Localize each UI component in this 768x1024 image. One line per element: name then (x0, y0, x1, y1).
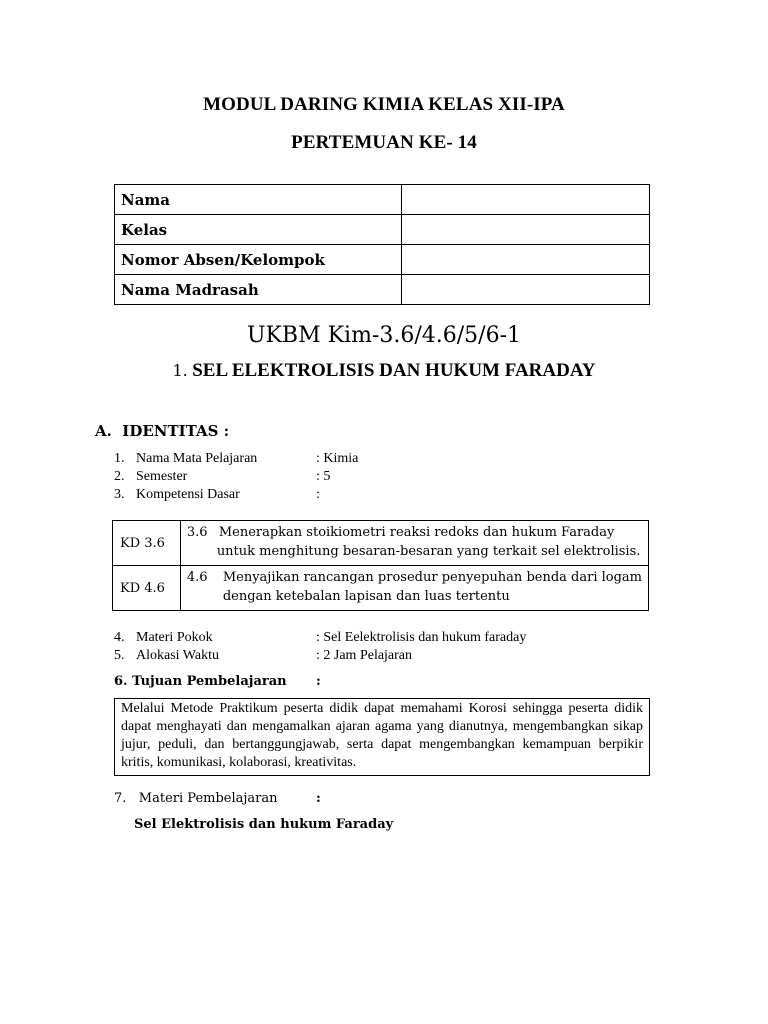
item-value: : Sel Eelektrolisis dan hukum faraday (316, 630, 527, 645)
materi-pembelajaran-label: 7. Materi Pembelajaran (114, 791, 278, 806)
table-row (115, 275, 650, 305)
item-number: 3. (114, 487, 125, 502)
tujuan-text-box: Melalui Metode Praktikum peserta didik dapat memahami Korosi sehingga peserta didik dapat menghayati dan mengamalkan ajaran agama yang dianutnya, mengembangkan sikap jujur, peduli, dan bertanggungjawab, serta dapat mengembangkan kemampuan berpikir kritis, komunikasi, kolaborasi, kreativitas. (114, 698, 650, 776)
item-value: : 5 (316, 469, 331, 484)
kd-number: 3.6 (186, 525, 208, 540)
identity-list (114, 450, 654, 506)
tujuan-colon: : (316, 674, 321, 689)
tujuan-label: 6. Tujuan Pembelajaran (114, 674, 287, 689)
materi-alokasi-list (114, 629, 654, 667)
materi-pembelajaran-colon: : (316, 791, 321, 806)
kd-code: KD 4.6 (113, 566, 181, 611)
kd-line: dengan ketebalan lapisan dan luas tertentu (222, 589, 510, 604)
item-value: : 2 Jam Pelajaran (316, 648, 413, 663)
item-label: Alokasi Waktu (136, 648, 219, 663)
kd-description (180, 521, 648, 566)
item-label: Semester (136, 469, 188, 484)
item-number: 2. (114, 469, 125, 484)
label-kelas: Kelas (115, 215, 402, 245)
materi-pembelajaran-content: Sel Elektrolisis dan hukum Faraday (134, 817, 394, 832)
label-nomor-absen: Nomor Absen/Kelompok (115, 245, 402, 275)
topic-title: SEL ELEKTROLISIS DAN HUKUM FARADAY (192, 360, 596, 381)
kd-code: KD 3.6 (113, 521, 181, 566)
table-row (113, 566, 649, 611)
kd-description (180, 566, 648, 611)
table-row (115, 185, 650, 215)
kd-line: Menerapkan stoikiometri reaksi redoks dan hukum Faraday (218, 525, 615, 540)
label-nama-madrasah: Nama Madrasah (115, 275, 402, 305)
value-nama[interactable] (402, 185, 650, 215)
table-row (115, 215, 650, 245)
meeting-number: PERTEMUAN KE- 14 (291, 132, 477, 153)
table-row (113, 521, 649, 566)
document-title: MODUL DARING KIMIA KELAS XII-IPA (203, 94, 565, 115)
value-nomor-absen[interactable] (402, 245, 650, 275)
kd-line: Menyajikan rancangan prosedur penyepuhan benda dari logam (222, 570, 642, 585)
item-value: : (316, 487, 320, 502)
item-number: 5. (114, 648, 125, 663)
label-nama: Nama (115, 185, 402, 215)
item-label: Materi Pokok (136, 630, 213, 645)
ukbm-code: UKBM Kim-3.6/4.6/5/6-1 (246, 323, 522, 348)
ukbm-topic-heading (0, 360, 768, 382)
item-label: Kompetensi Dasar (136, 487, 240, 502)
kd-number: 4.6 (186, 570, 208, 585)
item-number: 4. (114, 630, 125, 645)
value-kelas[interactable] (402, 215, 650, 245)
item-number: 1. (114, 451, 125, 466)
item-value: : Kimia (316, 451, 359, 466)
item-label: Nama Mata Pelajaran (136, 451, 258, 466)
section-a-heading: A. IDENTITAS : (95, 422, 230, 440)
student-identity-table (114, 184, 650, 305)
kd-line: untuk menghitung besaran-besaran yang terkait sel elektrolisis. (216, 544, 641, 559)
value-nama-madrasah[interactable] (402, 275, 650, 305)
table-row (115, 245, 650, 275)
topic-number: 1. (172, 361, 188, 380)
kompetensi-dasar-table (112, 520, 649, 611)
